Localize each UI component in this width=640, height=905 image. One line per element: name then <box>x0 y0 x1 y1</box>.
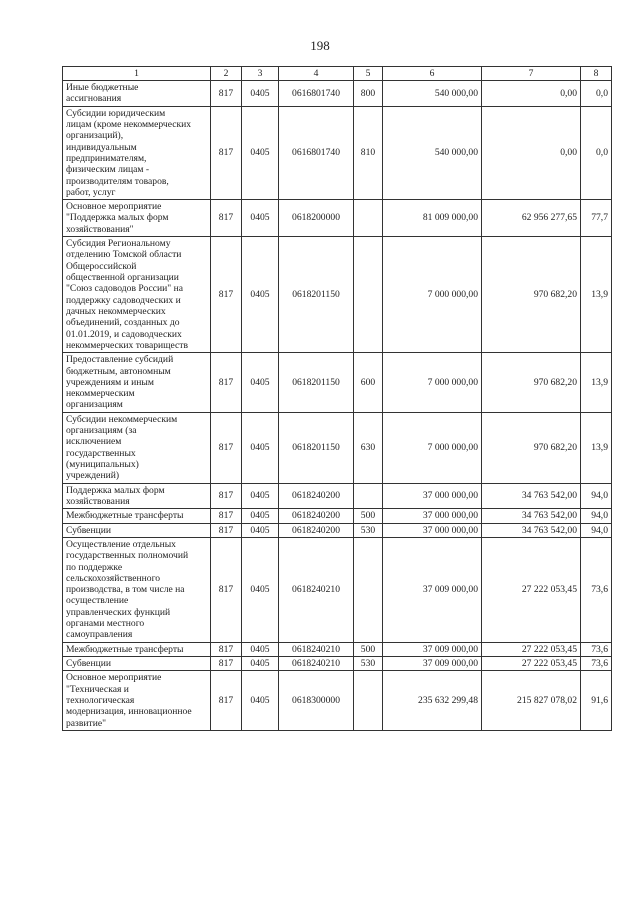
row-name-cell: Основное мероприятие "Техническая и технологическая модернизация, инновационное развитие" <box>63 671 211 731</box>
section-code-cell: 0405 <box>242 537 279 642</box>
row-name-cell: Субсидия Региональному отделению Томской области Общероссийской общественной организации "Союз садоводов России" на поддержку садоводческих и дачных некоммерческих объединений, созданных до 01.01.2019, и садоводческих некоммерческих товариществ <box>63 237 211 353</box>
executed-amount-cell: 215 827 078,02 <box>482 671 581 731</box>
expense-type-cell <box>354 537 383 642</box>
table-body <box>63 81 612 731</box>
target-article-cell: 0618240210 <box>279 642 354 656</box>
execution-percent-cell: 73,6 <box>581 537 612 642</box>
section-code-cell: 0405 <box>242 237 279 353</box>
table-row <box>63 509 612 523</box>
expense-type-cell <box>354 483 383 509</box>
expense-type-cell: 530 <box>354 657 383 671</box>
execution-percent-cell: 0,0 <box>581 106 612 200</box>
row-name-cell: Осуществление отдельных государственных полномочий по поддержке сельскохозяйственного производства, в том числе на осуществление управленческих функций органами местного самоуправления <box>63 537 211 642</box>
table-row <box>63 537 612 642</box>
execution-percent-cell: 91,6 <box>581 671 612 731</box>
executed-amount-cell: 27 222 053,45 <box>482 537 581 642</box>
row-name-cell: Субвенции <box>63 657 211 671</box>
table-row <box>63 200 612 237</box>
row-name-cell: Межбюджетные трансферты <box>63 509 211 523</box>
row-name-cell: Поддержка малых форм хозяйствования <box>63 483 211 509</box>
section-code-cell: 0405 <box>242 200 279 237</box>
row-name-cell: Основное мероприятие "Поддержка малых форм хозяйствования" <box>63 200 211 237</box>
execution-percent-cell: 0,0 <box>581 81 612 107</box>
grbs-code-cell: 817 <box>211 509 242 523</box>
section-code-cell: 0405 <box>242 412 279 483</box>
target-article-cell: 0618240210 <box>279 537 354 642</box>
section-code-cell: 0405 <box>242 81 279 107</box>
planned-amount-cell: 7 000 000,00 <box>383 353 482 413</box>
executed-amount-cell: 62 956 277,65 <box>482 200 581 237</box>
planned-amount-cell: 37 009 000,00 <box>383 537 482 642</box>
executed-amount-cell: 27 222 053,45 <box>482 642 581 656</box>
executed-amount-cell: 27 222 053,45 <box>482 657 581 671</box>
col-header-2: 2 <box>211 67 242 81</box>
expense-type-cell <box>354 237 383 353</box>
grbs-code-cell: 817 <box>211 106 242 200</box>
section-code-cell: 0405 <box>242 671 279 731</box>
execution-percent-cell: 77,7 <box>581 200 612 237</box>
execution-percent-cell: 13,9 <box>581 412 612 483</box>
planned-amount-cell: 540 000,00 <box>383 81 482 107</box>
grbs-code-cell: 817 <box>211 642 242 656</box>
executed-amount-cell: 0,00 <box>482 81 581 107</box>
table-row <box>63 523 612 537</box>
grbs-code-cell: 817 <box>211 353 242 413</box>
grbs-code-cell: 817 <box>211 237 242 353</box>
grbs-code-cell: 817 <box>211 657 242 671</box>
section-code-cell: 0405 <box>242 483 279 509</box>
col-header-6: 6 <box>383 67 482 81</box>
table-row <box>63 81 612 107</box>
col-header-7: 7 <box>482 67 581 81</box>
grbs-code-cell: 817 <box>211 537 242 642</box>
row-name-cell: Предоставление субсидий бюджетным, автономным учреждениям и иным некоммерческим организациям <box>63 353 211 413</box>
grbs-code-cell: 817 <box>211 671 242 731</box>
executed-amount-cell: 34 763 542,00 <box>482 483 581 509</box>
row-name-cell: Межбюджетные трансферты <box>63 642 211 656</box>
section-code-cell: 0405 <box>242 642 279 656</box>
row-name-cell: Иные бюджетные ассигнования <box>63 81 211 107</box>
expense-type-cell: 500 <box>354 642 383 656</box>
table-row <box>63 642 612 656</box>
table-row <box>63 671 612 731</box>
grbs-code-cell: 817 <box>211 81 242 107</box>
target-article-cell: 0618240200 <box>279 483 354 509</box>
execution-percent-cell: 73,6 <box>581 657 612 671</box>
executed-amount-cell: 970 682,20 <box>482 237 581 353</box>
table-row <box>63 237 612 353</box>
page-number: 198 <box>310 38 330 53</box>
target-article-cell: 0618240210 <box>279 657 354 671</box>
execution-percent-cell: 94,0 <box>581 483 612 509</box>
planned-amount-cell: 81 009 000,00 <box>383 200 482 237</box>
grbs-code-cell: 817 <box>211 483 242 509</box>
target-article-cell: 0618201150 <box>279 412 354 483</box>
target-article-cell: 0616801740 <box>279 81 354 107</box>
expense-type-cell: 630 <box>354 412 383 483</box>
execution-percent-cell: 94,0 <box>581 523 612 537</box>
expense-type-cell: 600 <box>354 353 383 413</box>
expense-type-cell: 500 <box>354 509 383 523</box>
row-name-cell: Субсидии некоммерческим организациям (за исключением государственных (муниципальных) учреждений) <box>63 412 211 483</box>
executed-amount-cell: 34 763 542,00 <box>482 523 581 537</box>
planned-amount-cell: 37 009 000,00 <box>383 642 482 656</box>
planned-amount-cell: 37 009 000,00 <box>383 657 482 671</box>
grbs-code-cell: 817 <box>211 200 242 237</box>
target-article-cell: 0618300000 <box>279 671 354 731</box>
row-name-cell: Субсидии юридическим лицам (кроме некоммерческих организаций), индивидуальным предпринимателям, физическим лицам - производителям товаров, работ, услуг <box>63 106 211 200</box>
section-code-cell: 0405 <box>242 523 279 537</box>
table-row <box>63 483 612 509</box>
planned-amount-cell: 37 000 000,00 <box>383 483 482 509</box>
execution-percent-cell: 13,9 <box>581 353 612 413</box>
planned-amount-cell: 540 000,00 <box>383 106 482 200</box>
table-row <box>63 412 612 483</box>
section-code-cell: 0405 <box>242 353 279 413</box>
col-header-8: 8 <box>581 67 612 81</box>
grbs-code-cell: 817 <box>211 523 242 537</box>
expense-type-cell: 530 <box>354 523 383 537</box>
target-article-cell: 0618200000 <box>279 200 354 237</box>
expense-type-cell: 800 <box>354 81 383 107</box>
target-article-cell: 0618201150 <box>279 237 354 353</box>
executed-amount-cell: 970 682,20 <box>482 412 581 483</box>
col-header-3: 3 <box>242 67 279 81</box>
col-header-5: 5 <box>354 67 383 81</box>
expense-type-cell <box>354 671 383 731</box>
executed-amount-cell: 970 682,20 <box>482 353 581 413</box>
executed-amount-cell: 0,00 <box>482 106 581 200</box>
section-code-cell: 0405 <box>242 106 279 200</box>
table-row <box>63 657 612 671</box>
execution-percent-cell: 94,0 <box>581 509 612 523</box>
execution-percent-cell: 73,6 <box>581 642 612 656</box>
planned-amount-cell: 7 000 000,00 <box>383 412 482 483</box>
target-article-cell: 0618240200 <box>279 523 354 537</box>
grbs-code-cell: 817 <box>211 412 242 483</box>
col-header-4: 4 <box>279 67 354 81</box>
execution-percent-cell: 13,9 <box>581 237 612 353</box>
col-header-1: 1 <box>63 67 211 81</box>
planned-amount-cell: 7 000 000,00 <box>383 237 482 353</box>
target-article-cell: 0618240200 <box>279 509 354 523</box>
header-row <box>63 67 612 81</box>
budget-table <box>62 66 612 731</box>
target-article-cell: 0616801740 <box>279 106 354 200</box>
planned-amount-cell: 37 000 000,00 <box>383 509 482 523</box>
expense-type-cell <box>354 200 383 237</box>
section-code-cell: 0405 <box>242 509 279 523</box>
target-article-cell: 0618201150 <box>279 353 354 413</box>
table-row <box>63 353 612 413</box>
row-name-cell: Субвенции <box>63 523 211 537</box>
table-row <box>63 106 612 200</box>
planned-amount-cell: 37 000 000,00 <box>383 523 482 537</box>
expense-type-cell: 810 <box>354 106 383 200</box>
section-code-cell: 0405 <box>242 657 279 671</box>
executed-amount-cell: 34 763 542,00 <box>482 509 581 523</box>
planned-amount-cell: 235 632 299,48 <box>383 671 482 731</box>
